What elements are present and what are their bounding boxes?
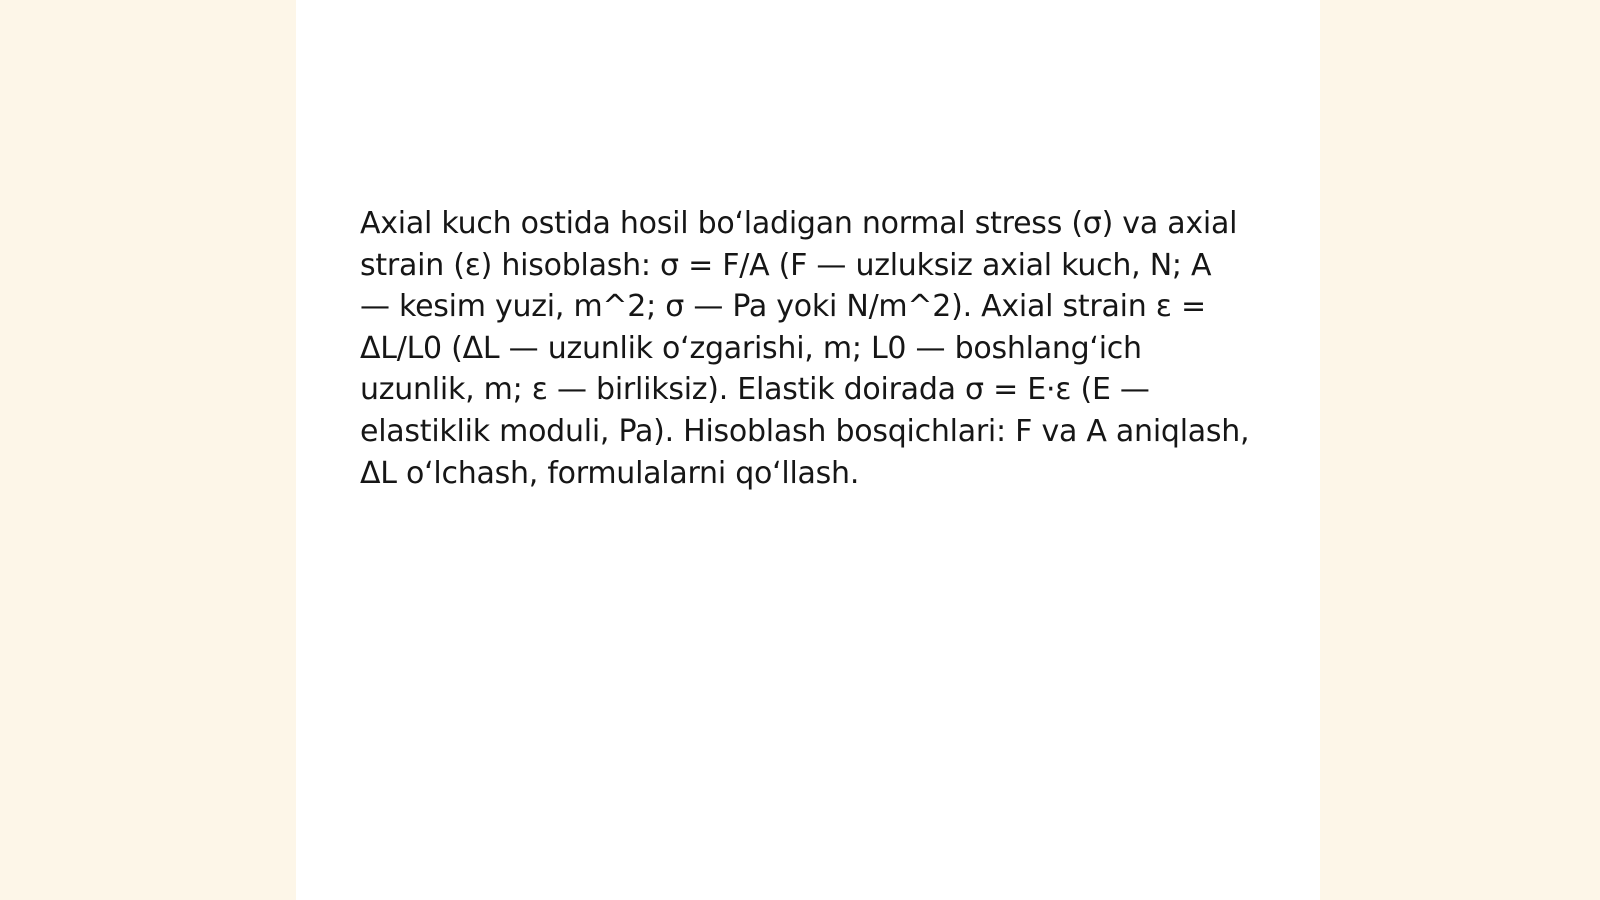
document-page: [296, 0, 1320, 900]
body-paragraph: Axial kuch ostida hosil boʻladigan normal stress (σ) va axial strain (ε) hisoblash: σ = F/A (F — uzluksiz axial kuch, N; A — kesim yuzi, m^2; σ — Pa yoki N/m^2). Axial strain ε = ΔL/L0 (ΔL — uzunlik oʻzgarishi, m; L0 — boshlangʻich uzunlik, m; ε — birliksiz). Elastik doirada σ = E·ε (E — elastiklik moduli, Pa). Hisoblash bosqichlari: F va A aniqlash, ΔL oʻlchash, formulalarni qoʻllash.: [360, 206, 1250, 491]
